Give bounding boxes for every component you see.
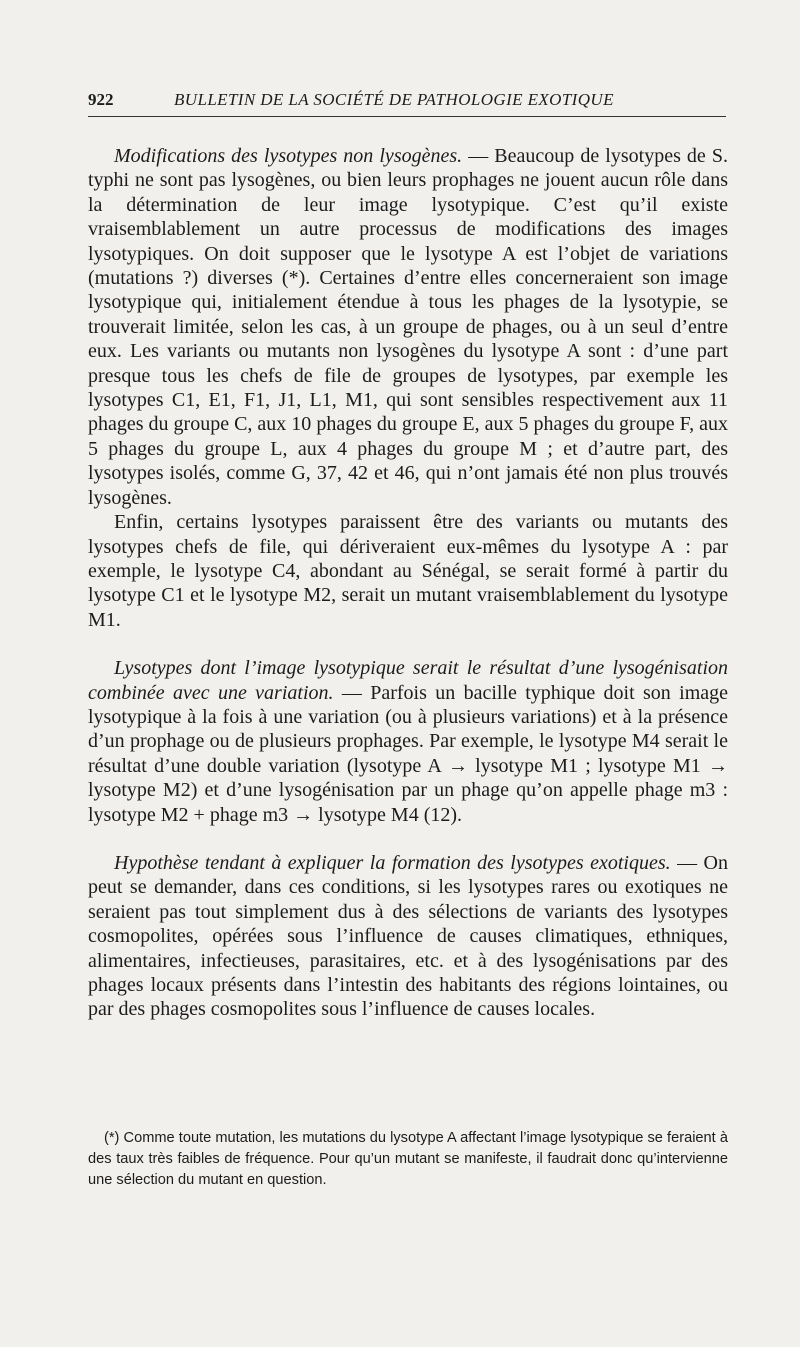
page-number: 922 — [88, 90, 114, 109]
section-modifications — [88, 144, 728, 510]
section-hypothese — [88, 851, 728, 1022]
paragraph: Enfin, certains lysotypes paraissent être des variants ou mutants des lysotypes chefs de file, qui dériveraient eux-mêmes du lysotype A : par exemple, le lysotype C4, abondant au Sénégal, se serait formé à partir du lysotype C1 et le lysotype M2, serait un mutant vraisemblablement du lysotype M1. — [88, 511, 728, 631]
paragraph-enfin — [88, 510, 728, 632]
footnote-text: (*) Comme toute mutation, les mutations du lysotype A affectant l’image lysotypique se feraient à des taux très faibles de fréquence. Pour qu’un mutant se manifeste, il faudrait donc qu’intervienne une sélection du mutant en question. — [88, 1130, 728, 1188]
paragraph: — Beaucoup de lysotypes de S. typhi ne sont pas lysogènes, ou bien leurs prophages ne jouent aucun rôle dans la détermination de leur image lysotypique. C’est qu’il existe vraisemblablement un autre processus de modifications des images lysotypiques. On doit supposer que le lysotype A est l’objet de variations (mutations ?) diverses (*). Certaines d’entre elles concerneraient son image lysotypique qui, initialement étendue à tous les phages de la lysotypie, se trouverait limitée, selon les cas, à un groupe de phages, ou à un seul d’entre eux. Les variants ou mutants non lysogènes du lysotype A sont : d’une part presque tous les chefs de file de groupes de lysotypes, par exemple les lysotypes C1, E1, F1, J1, L1, M1, qui sont sensibles respectivement aux 11 phages du groupe C, aux 10 phages du groupe E, aux 5 phages du groupe F, aux 5 phages du groupe L, aux 4 phages du groupe M ; et d’autre part, des lysotypes isolés, comme G, 37, 42 et 46, qui n’ont jamais été non plus trouvés lysogènes. — [88, 145, 729, 509]
section-title: Modifications des lysotypes non lysogènes. — [114, 145, 463, 167]
paragraph: — On peut se demander, dans ces conditions, si les lysotypes rares ou exotiques ne seraient pas tout simplement dus à des sélections de variants des lysotypes cosmopolites, opérées sous l’influence de causes climatiques, ethniques, alimentaires, infectieuses, parasitaires, etc. et à des lysogénisations par des phages locaux présents dans l’intestin des habitants des régions lointaines, ou par des phages cosmopolites sous l’influence de causes locales. — [88, 851, 728, 1021]
paragraph: — Parfois un bacille typhique doit son image lysotypique à la fois à une variation (ou à plusieurs variations) et à la présence d’un prophage ou de plusieurs prophages. Par exemple, le lysotype M4 serait le résultat d’une double variation (lysotype A → lysotype M1 ; lysotype M1 → lysotype M2) et d’une lysogénisation par un phage qu’on appelle phage m3 : lysotype M2 + phage m3 → lysotype M4 (12). — [88, 681, 729, 826]
section-title: Lysotypes dont l’image lysotypique serait le résultat d’une lysogénisation combinée avec une variation. — [88, 657, 728, 704]
footnote — [88, 1128, 728, 1191]
page-header — [88, 88, 726, 117]
running-title: BULLETIN DE LA SOCIÉTÉ DE PATHOLOGIE EXOTIQUE — [174, 90, 614, 109]
article-body — [88, 144, 728, 1022]
section-title: Hypothèse tendant à expliquer la formation des lysotypes exotiques. — [114, 851, 671, 874]
section-lysogenisation — [88, 656, 728, 827]
